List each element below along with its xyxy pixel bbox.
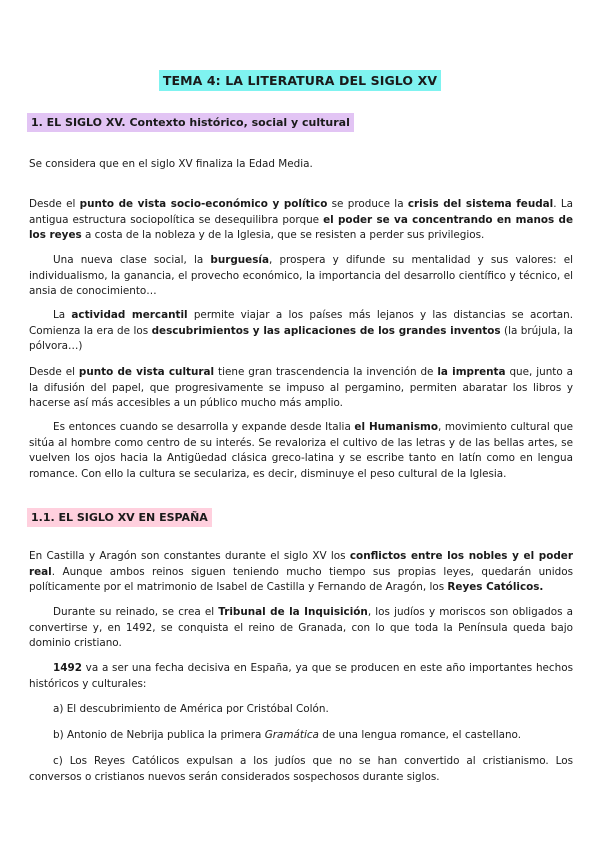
intro-paragraph: Se considera que en el siglo XV finaliza la Edad Media. bbox=[29, 158, 313, 170]
section-heading-context: 1. EL SIGLO XV. Contexto histórico, social y cultural bbox=[27, 113, 354, 132]
paragraph-cultural: Desde el punto de vista cultural tiene gran trascendencia la invención de la imprenta que, junto a la difusión del papel, que progresivamente se impuso al pergamino, permiten abaratar los libros y hacerse así más accesibles a un público mucho más amplio. bbox=[29, 366, 573, 410]
section-heading-spain: 1.1. EL SIGLO XV EN ESPAÑA bbox=[27, 508, 212, 527]
list-item-c: c) Los Reyes Católicos expulsan a los judíos que no se han convertido al cristianismo. Los conversos o cristianos nuevos serán considerados sospechosos durante siglos. bbox=[29, 755, 573, 783]
paragraph-burguesia: Una nueva clase social, la burguesía, prospera y difunde su mentalidad y sus valores: el individualismo, la ganancia, el provecho económico, la importancia del desarrollo científico y técnico, el ansia de conocimiento… bbox=[29, 254, 573, 298]
page-title-wrapper bbox=[0, 70, 600, 89]
page-title: TEMA 4: LA LITERATURA DEL SIGLO XV bbox=[159, 70, 441, 91]
paragraph-conflictos: En Castilla y Aragón son constantes durante el siglo XV los conflictos entre los nobles y el poder real. Aunque ambos reinos siguen teniendo mucho tiempo sus propias leyes, quedarán unidos políticamente por el matrimonio de Isabel de Castilla y Fernando de Aragón, los Reyes Católicos. bbox=[29, 550, 573, 594]
paragraph-inquisicion: Durante su reinado, se crea el Tribunal de la Inquisición, los judíos y moriscos son obligados a convertirse y, en 1492, se conquista el reino de Granada, con lo que toda la Península queda bajo dominio cristiano. bbox=[29, 606, 573, 650]
paragraph-socioeconomic: Desde el punto de vista socio-económico y político se produce la crisis del sistema feudal. La antigua estructura sociopolítica se desequilibra porque el poder se va concentrando en manos de los reyes a costa de la nobleza y de la Iglesia, que se resisten a perder sus privilegios. bbox=[29, 198, 573, 242]
list-item-a: a) El descubrimiento de América por Cristóbal Colón. bbox=[53, 703, 329, 715]
paragraph-1492: 1492 va a ser una fecha decisiva en España, ya que se producen en este año importantes hechos históricos y culturales: bbox=[29, 662, 573, 690]
paragraph-mercantil: La actividad mercantil permite viajar a los países más lejanos y las distancias se acortan. Comienza la era de los descubrimientos y las aplicaciones de los grandes inventos (la brújula, la pólvora…) bbox=[29, 309, 573, 353]
list-item-b: b) Antonio de Nebrija publica la primera Gramática de una lengua romance, el castellano. bbox=[53, 729, 522, 741]
paragraph-humanismo: Es entonces cuando se desarrolla y expande desde Italia el Humanismo, movimiento cultural que sitúa al hombre como centro de su interés. Se revaloriza el cultivo de las letras y de las bellas artes, se vuelven los ojos hacia la Antigüedad clásica greco-latina y se escribe tanto en latín como en lengua romance. Con ello la cultura se seculariza, es decir, disminuye el peso cultural de la Iglesia. bbox=[29, 421, 573, 480]
